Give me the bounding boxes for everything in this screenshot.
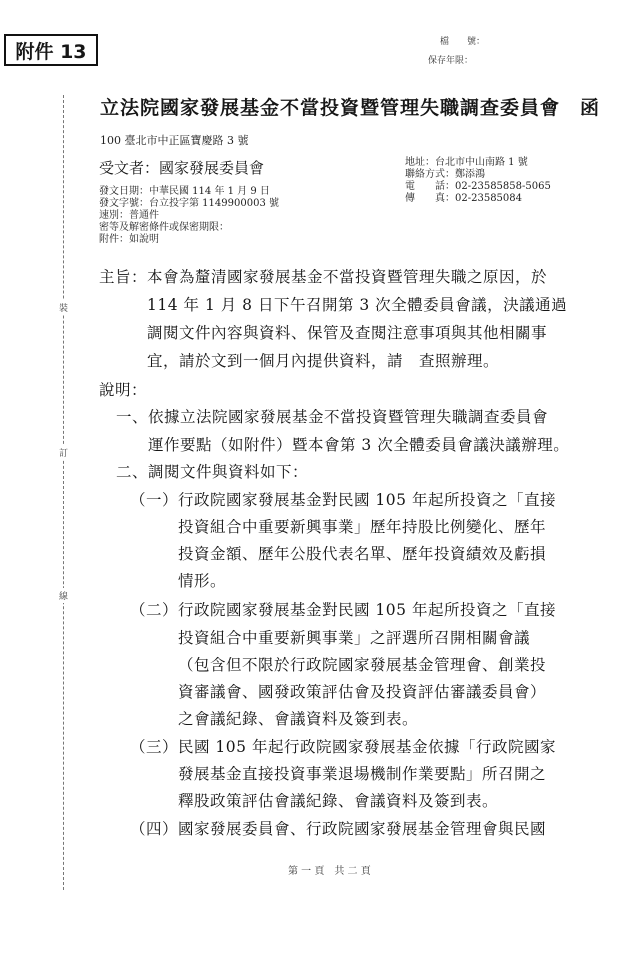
sub-item-3-line-3: 釋股政策評估會議紀錄、會議資料及簽到表。 <box>178 792 499 810</box>
subject-line-2: 114 年 1 月 8 日下午召開第 3 次全體委員會議，決議通過 <box>147 296 568 314</box>
contact-phone: 電 話：02-23585858-5065 <box>405 181 551 192</box>
binding-mark-ding: 訂 <box>59 445 68 460</box>
subject-line-1: 主旨：本會為釐清國家發展基金不當投資暨管理失職之原因，於 <box>99 268 548 286</box>
retention-label: 保存年限： <box>428 56 474 66</box>
sub-item-marker: （二） <box>130 601 179 619</box>
sub-item-2-line-4: 資審議會、國發政策評估會及投資評估審議委員會） <box>178 683 547 701</box>
sub-item-2-line-2: 投資組合中重要新興事業」之評選所召開相關會議 <box>178 629 531 647</box>
secrecy-level: 密等及解密條件或保密期限： <box>99 222 229 233</box>
sub-item-marker: （三） <box>130 738 179 756</box>
sub-item-2-line-1: 行政院國家發展基金對民國 105 年起所投資之「直接 <box>178 601 556 619</box>
contact-fax: 傳 真：02-23585084 <box>405 193 523 204</box>
sub-item-3-line-2: 發展基金直接投資事業退場機制作業要點」所召開之 <box>178 765 547 783</box>
speed-class: 速別：普通件 <box>99 210 159 221</box>
attachment-note: 附件：如說明 <box>99 234 159 245</box>
document-title: 立法院國家發展基金不當投資暨管理失職調查委員會 函 <box>100 97 601 119</box>
annex-label: 附件 13 <box>4 34 98 66</box>
item-two-heading: 二、調閱文件與資料如下： <box>116 463 309 481</box>
item-one-line-1: 一、依據立法院國家發展基金不當投資暨管理失職調查委員會 <box>116 408 549 426</box>
recipient: 受文者：國家發展委員會 <box>99 159 265 177</box>
issue-number: 發文字號：台立投字第 1149900003 號 <box>99 198 279 209</box>
file-number-label: 檔 號： <box>440 37 486 47</box>
subject-line-3: 調閱文件內容與資料、保管及查閱注意事項與其他相關事 <box>147 324 548 342</box>
sub-item-2-line-3: （包含但不限於行政院國家發展基金管理會、創業投 <box>178 656 547 674</box>
sender-address: 100 臺北市中正區寶慶路 3 號 <box>100 134 249 147</box>
explanation-label: 說明： <box>99 381 148 399</box>
sub-item-marker: （一） <box>130 491 179 509</box>
doc-meta-block <box>99 186 279 246</box>
binding-mark-zhuang: 裝 <box>59 300 68 315</box>
sub-item-4-line-1: 國家發展委員會、行政院國家發展基金管理會與民國 <box>178 820 547 838</box>
subject-line-4: 宜，請於文到一個月內提供資料，請 查照辦理。 <box>147 352 500 370</box>
sub-item-1-line-3: 投資金額、歷年公股代表名單、歷年投資績效及虧損 <box>178 545 547 563</box>
binding-line <box>63 95 64 890</box>
sub-item-1-line-4: 情形。 <box>178 572 227 590</box>
page-number: 第 一 頁 共 二 頁 <box>288 866 371 877</box>
contact-block <box>405 157 551 205</box>
issue-date: 發文日期：中華民國 114 年 1 月 9 日 <box>99 186 270 197</box>
sub-item-2-line-5: 之會議紀錄、會議資料及簽到表。 <box>178 710 419 728</box>
sub-item-1-line-1: 行政院國家發展基金對民國 105 年起所投資之「直接 <box>178 491 556 509</box>
sub-item-marker: （四） <box>130 820 179 838</box>
sub-item-1-line-2: 投資組合中重要新興事業」歷年持股比例變化、歷年 <box>178 518 547 536</box>
contact-address: 地址：台北市中山南路 1 號 <box>405 157 528 168</box>
contact-person: 聯絡方式：鄭添鴻 <box>405 169 485 180</box>
sub-item-3-line-1: 民國 105 年起行政院國家發展基金依據「行政院國家 <box>178 738 556 756</box>
item-one-line-2: 運作要點（如附件）暨本會第 3 次全體委員會議決議辦理。 <box>148 436 570 454</box>
binding-mark-xian: 線 <box>59 588 68 603</box>
